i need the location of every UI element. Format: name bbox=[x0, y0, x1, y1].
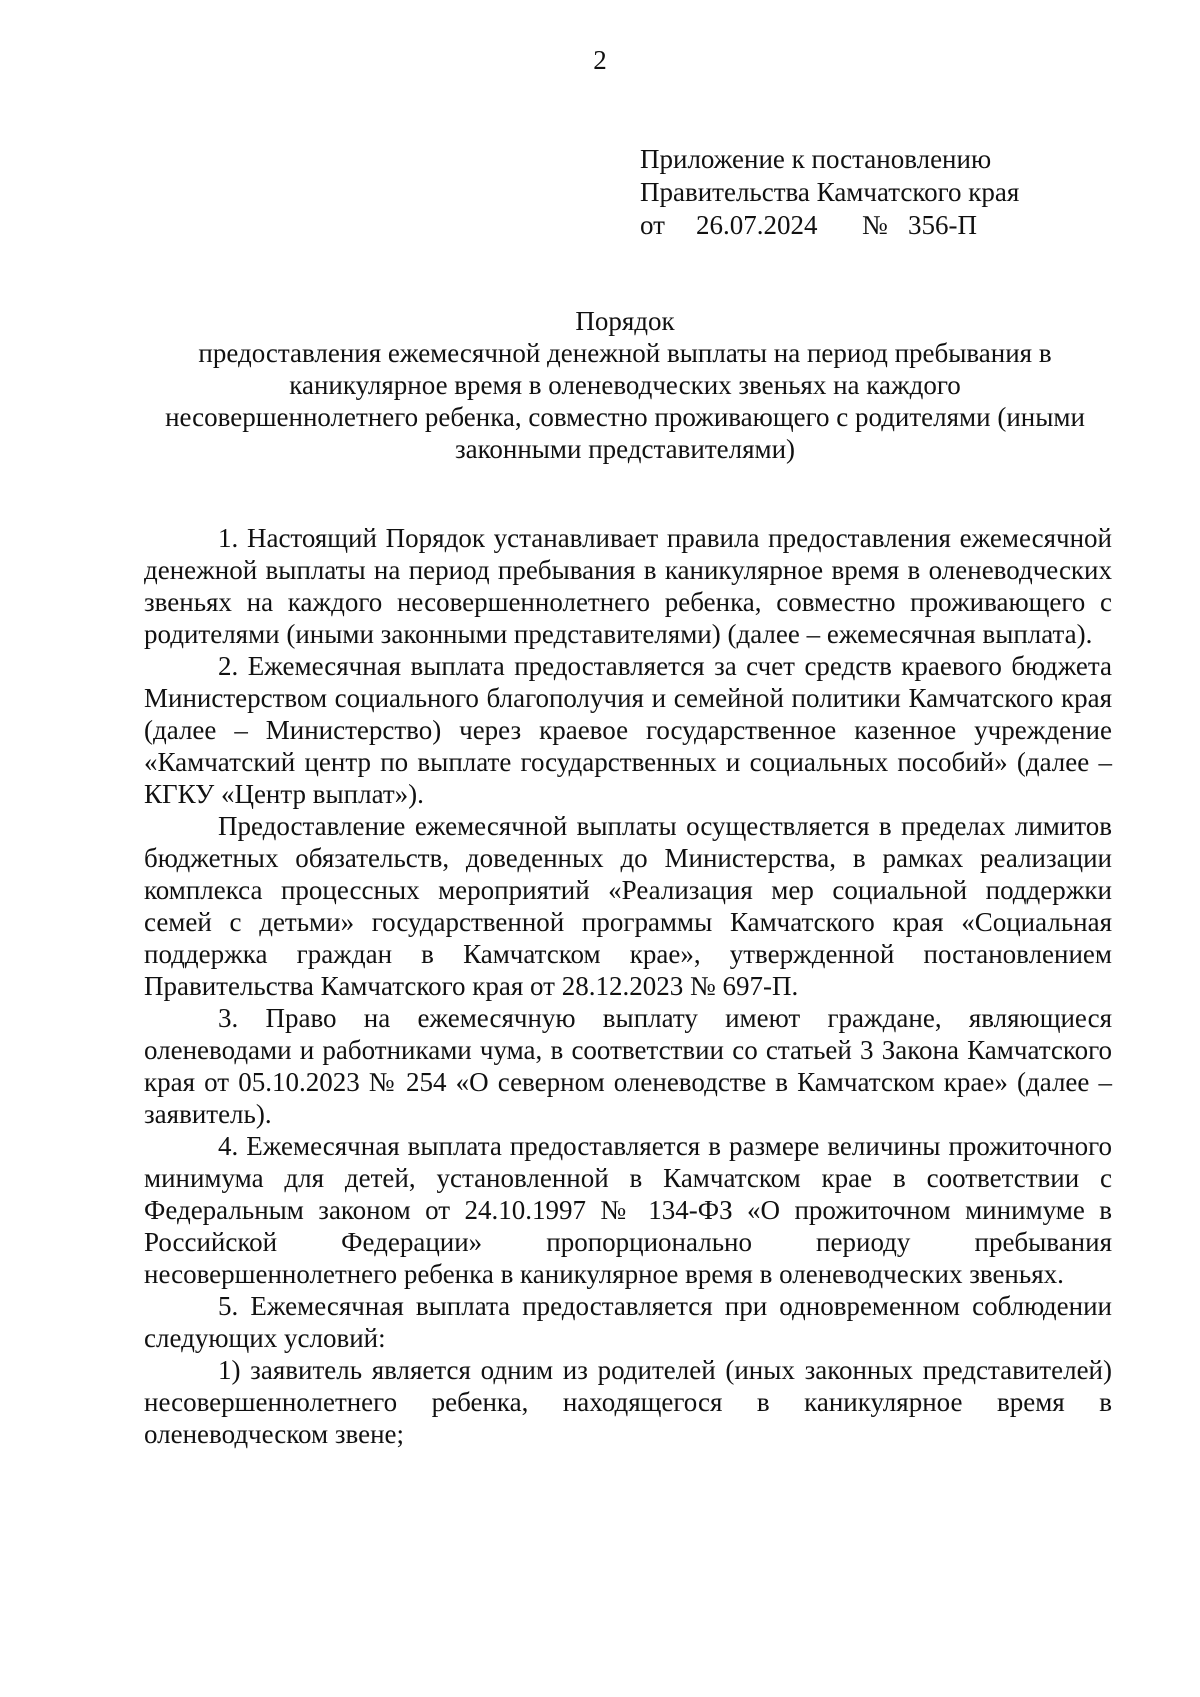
appendix-header bbox=[640, 143, 1120, 242]
page-number: 2 bbox=[593, 45, 607, 75]
resolution-number: 356-П bbox=[908, 210, 977, 240]
paragraph-2: 2. Ежемесячная выплата предоставляется за счет средств краевого бюджета Министерством социального благополучия и семейной политики Камчатского края (далее – Министерство) через краевое государственное казенное учреждение «Камчатский центр по выплате государственных и социальных пособий» (далее – КГКУ «Центр выплат»). bbox=[144, 651, 1112, 809]
number-sign: № bbox=[862, 210, 888, 240]
appendix-line-2: Правительства Камчатского края bbox=[640, 177, 1020, 207]
document-title bbox=[130, 305, 1120, 465]
paragraph-5-item-1: 1) заявитель является одним из родителей (иных законных представителей) несовершеннолетнего ребенка, находящегося в каникулярное время в оленеводческом звене; bbox=[144, 1355, 1112, 1449]
appendix-date-line bbox=[640, 209, 1120, 242]
title-line-3: каникулярное время в оленеводческих звеньях на каждого bbox=[289, 370, 961, 400]
paragraph-5: 5. Ежемесячная выплата предоставляется при одновременном соблюдении следующих условий: bbox=[144, 1291, 1112, 1353]
title-line-5: законными представителями) bbox=[454, 434, 796, 464]
paragraph-1: 1. Настоящий Порядок устанавливает правила предоставления ежемесячной денежной выплаты на период пребывания в каникулярное время в оленеводческих звеньях на каждого несовершеннолетнего ребенка, совместно проживающего с родителями (иными законными представителями) (далее – ежемесячная выплата). bbox=[144, 523, 1112, 649]
paragraph-4: 4. Ежемесячная выплата предоставляется в размере величины прожиточного минимума для детей, установленной в Камчатском крае в соответствии с Федеральным законом от 24.10.1997 № 134-ФЗ «О прожиточном минимуме в Российской Федерации» пропорционально периоду пребывания несовершеннолетнего ребенка в каникулярное время в оленеводческих звеньях. bbox=[144, 1131, 1112, 1289]
date-prefix: от bbox=[640, 210, 665, 240]
title-line-4: несовершеннолетнего ребенка, совместно проживающего с родителями (иными bbox=[165, 402, 1085, 432]
paragraph-3: 3. Право на ежемесячную выплату имеют граждане, являющиеся оленеводами и работниками чума, в соответствии со статьей 3 Закона Камчатского края от 05.10.2023 № 254 «О северном оленеводстве в Камчатском крае» (далее – заявитель). bbox=[144, 1003, 1112, 1129]
document-body bbox=[144, 522, 1112, 1450]
paragraph-2-continued: Предоставление ежемесячной выплаты осуществляется в пределах лимитов бюджетных обязательств, доведенных до Министерства, в рамках реализации комплекса процессных мероприятий «Реализация мер социальной поддержки семей с детьми» государственной программы Камчатского края «Социальная поддержка граждан в Камчатском крае», утвержденной постановлением Правительства Камчатского края от 28.12.2023 № 697-П. bbox=[144, 811, 1112, 1001]
appendix-line-1: Приложение к постановлению bbox=[640, 144, 992, 174]
title-line-2: предоставления ежемесячной денежной выплаты на период пребывания в bbox=[198, 338, 1052, 368]
resolution-date: 26.07.2024 bbox=[696, 210, 818, 240]
title-line-1: Порядок bbox=[575, 306, 675, 336]
